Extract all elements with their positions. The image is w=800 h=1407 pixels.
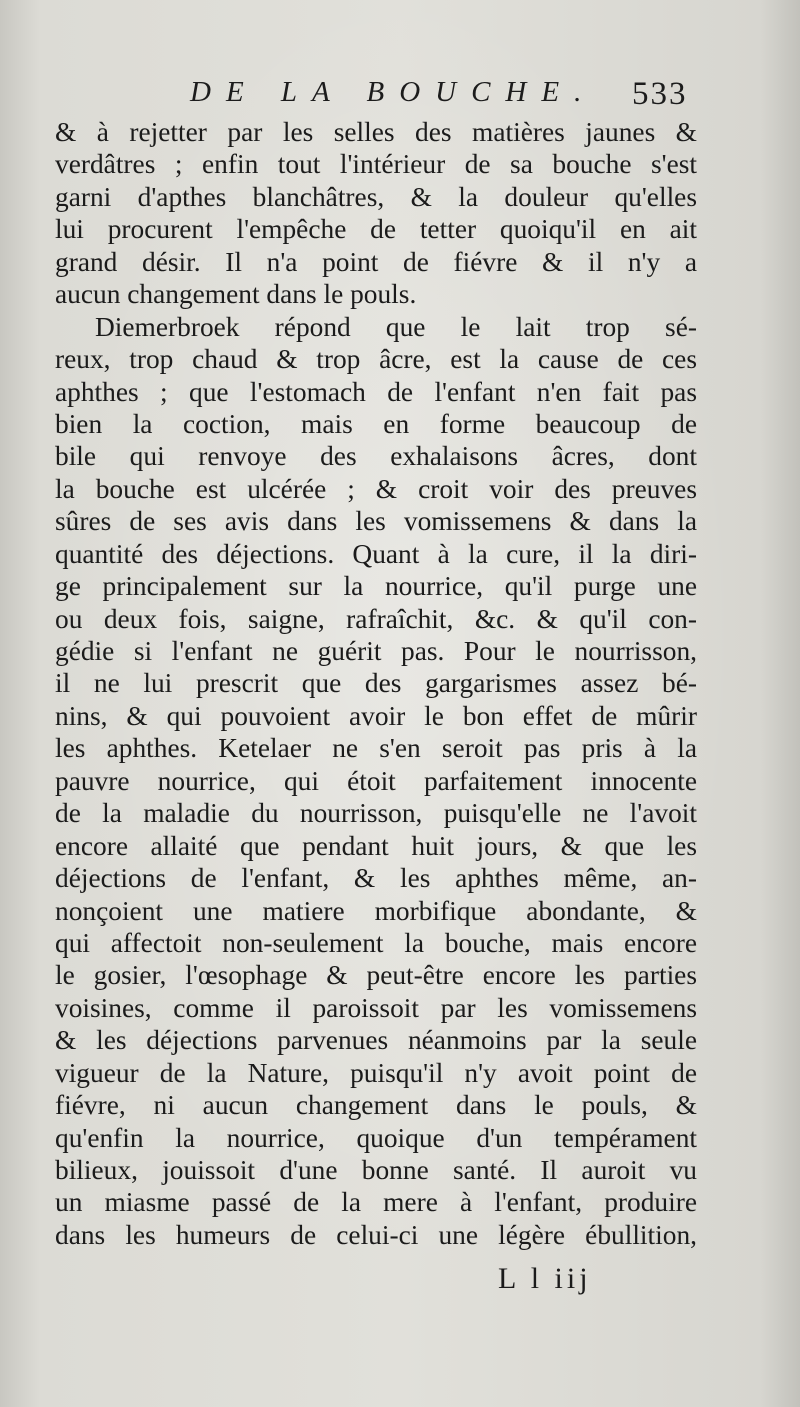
text-line: quantité des déjections. Quant à la cure, il la diri- — [55, 538, 697, 569]
text-line: ou deux fois, saigne, rafraîchit, &c. & qu'il con- — [55, 603, 697, 634]
text-line: nins, & qui pouvoient avoir le bon effet de mûrir — [55, 700, 697, 731]
text-line: le gosier, l'œsophage & peut-être encore les parties — [55, 960, 697, 991]
text-line: bien la coction, mais en forme beaucoup de — [55, 408, 697, 439]
text-line: voisines, comme il paroissoit par les vomissemens — [55, 992, 697, 1023]
text-line: qui affectoit non-seulement la bouche, mais encore — [55, 927, 697, 958]
text-line: il ne lui prescrit que des gargarismes assez bé- — [55, 668, 697, 699]
text-line: aphthes ; que l'estomach de l'enfant n'en fait pas — [55, 376, 697, 407]
text-line: bile qui renvoye des exhalaisons âcres, dont — [55, 441, 697, 472]
text-line: & à rejetter par les selles des matières jaunes & — [55, 117, 697, 147]
text-line: encore allaité que pendant huit jours, & que les — [55, 830, 697, 861]
text-line: lui procurent l'empêche de tetter quoiqu'il en ait — [55, 214, 697, 245]
text-line: dans les humeurs de celui-ci une légère ébullition, — [55, 1219, 697, 1250]
text-line: les aphthes. Ketelaer ne s'en seroit pas pris à la — [55, 733, 697, 764]
text-line: garni d'apthes blanchâtres, & la douleur qu'elles — [55, 181, 697, 212]
paragraph-start-line: Diemerbroek répond que le lait trop sé- — [95, 311, 697, 342]
text-line: & les déjections parvenues néanmoins par la seule — [55, 1025, 697, 1056]
text-line: aucun changement dans le pouls. — [55, 279, 417, 310]
page-number: 533 — [632, 76, 688, 112]
text-line: déjections de l'enfant, & les aphthes même, an- — [55, 863, 697, 894]
page-header — [0, 76, 800, 116]
text-line: nonçoient une matiere morbifique abondante, & — [55, 895, 697, 926]
text-line: reux, trop chaud & trop âcre, est la cause de ces — [55, 344, 697, 375]
text-line: un miasme passé de la mere à l'enfant, produire — [55, 1187, 697, 1218]
text-line: ge principalement sur la nourrice, qu'il purge une — [55, 571, 697, 602]
text-line: de la maladie du nourrisson, puisqu'elle ne l'avoit — [55, 798, 697, 829]
running-title: DE LA BOUCHE. — [190, 76, 597, 108]
text-line: pauvre nourrice, qui étoit parfaitement innocente — [55, 765, 697, 796]
text-line: vigueur de la Nature, puisqu'il n'y avoit point de — [55, 1057, 697, 1088]
signature-mark: L l iij — [498, 1262, 592, 1295]
text-line: gédie si l'enfant ne guérit pas. Pour le nourrisson, — [55, 636, 697, 666]
text-line: la bouche est ulcérée ; & croit voir des preuves — [55, 473, 697, 504]
text-line: bilieux, jouissoit d'une bonne santé. Il auroit vu — [55, 1155, 697, 1185]
body-text — [55, 116, 697, 1251]
text-line: qu'enfin la nourrice, quoique d'un tempérament — [55, 1122, 697, 1153]
text-line: fiévre, ni aucun changement dans le pouls, & — [55, 1090, 697, 1121]
text-line: sûres de ses avis dans les vomissemens & dans la — [55, 506, 697, 537]
text-line: verdâtres ; enfin tout l'intérieur de sa bouche s'est — [55, 149, 697, 180]
text-line: grand désir. Il n'a point de fiévre & il n'y a — [55, 246, 697, 277]
